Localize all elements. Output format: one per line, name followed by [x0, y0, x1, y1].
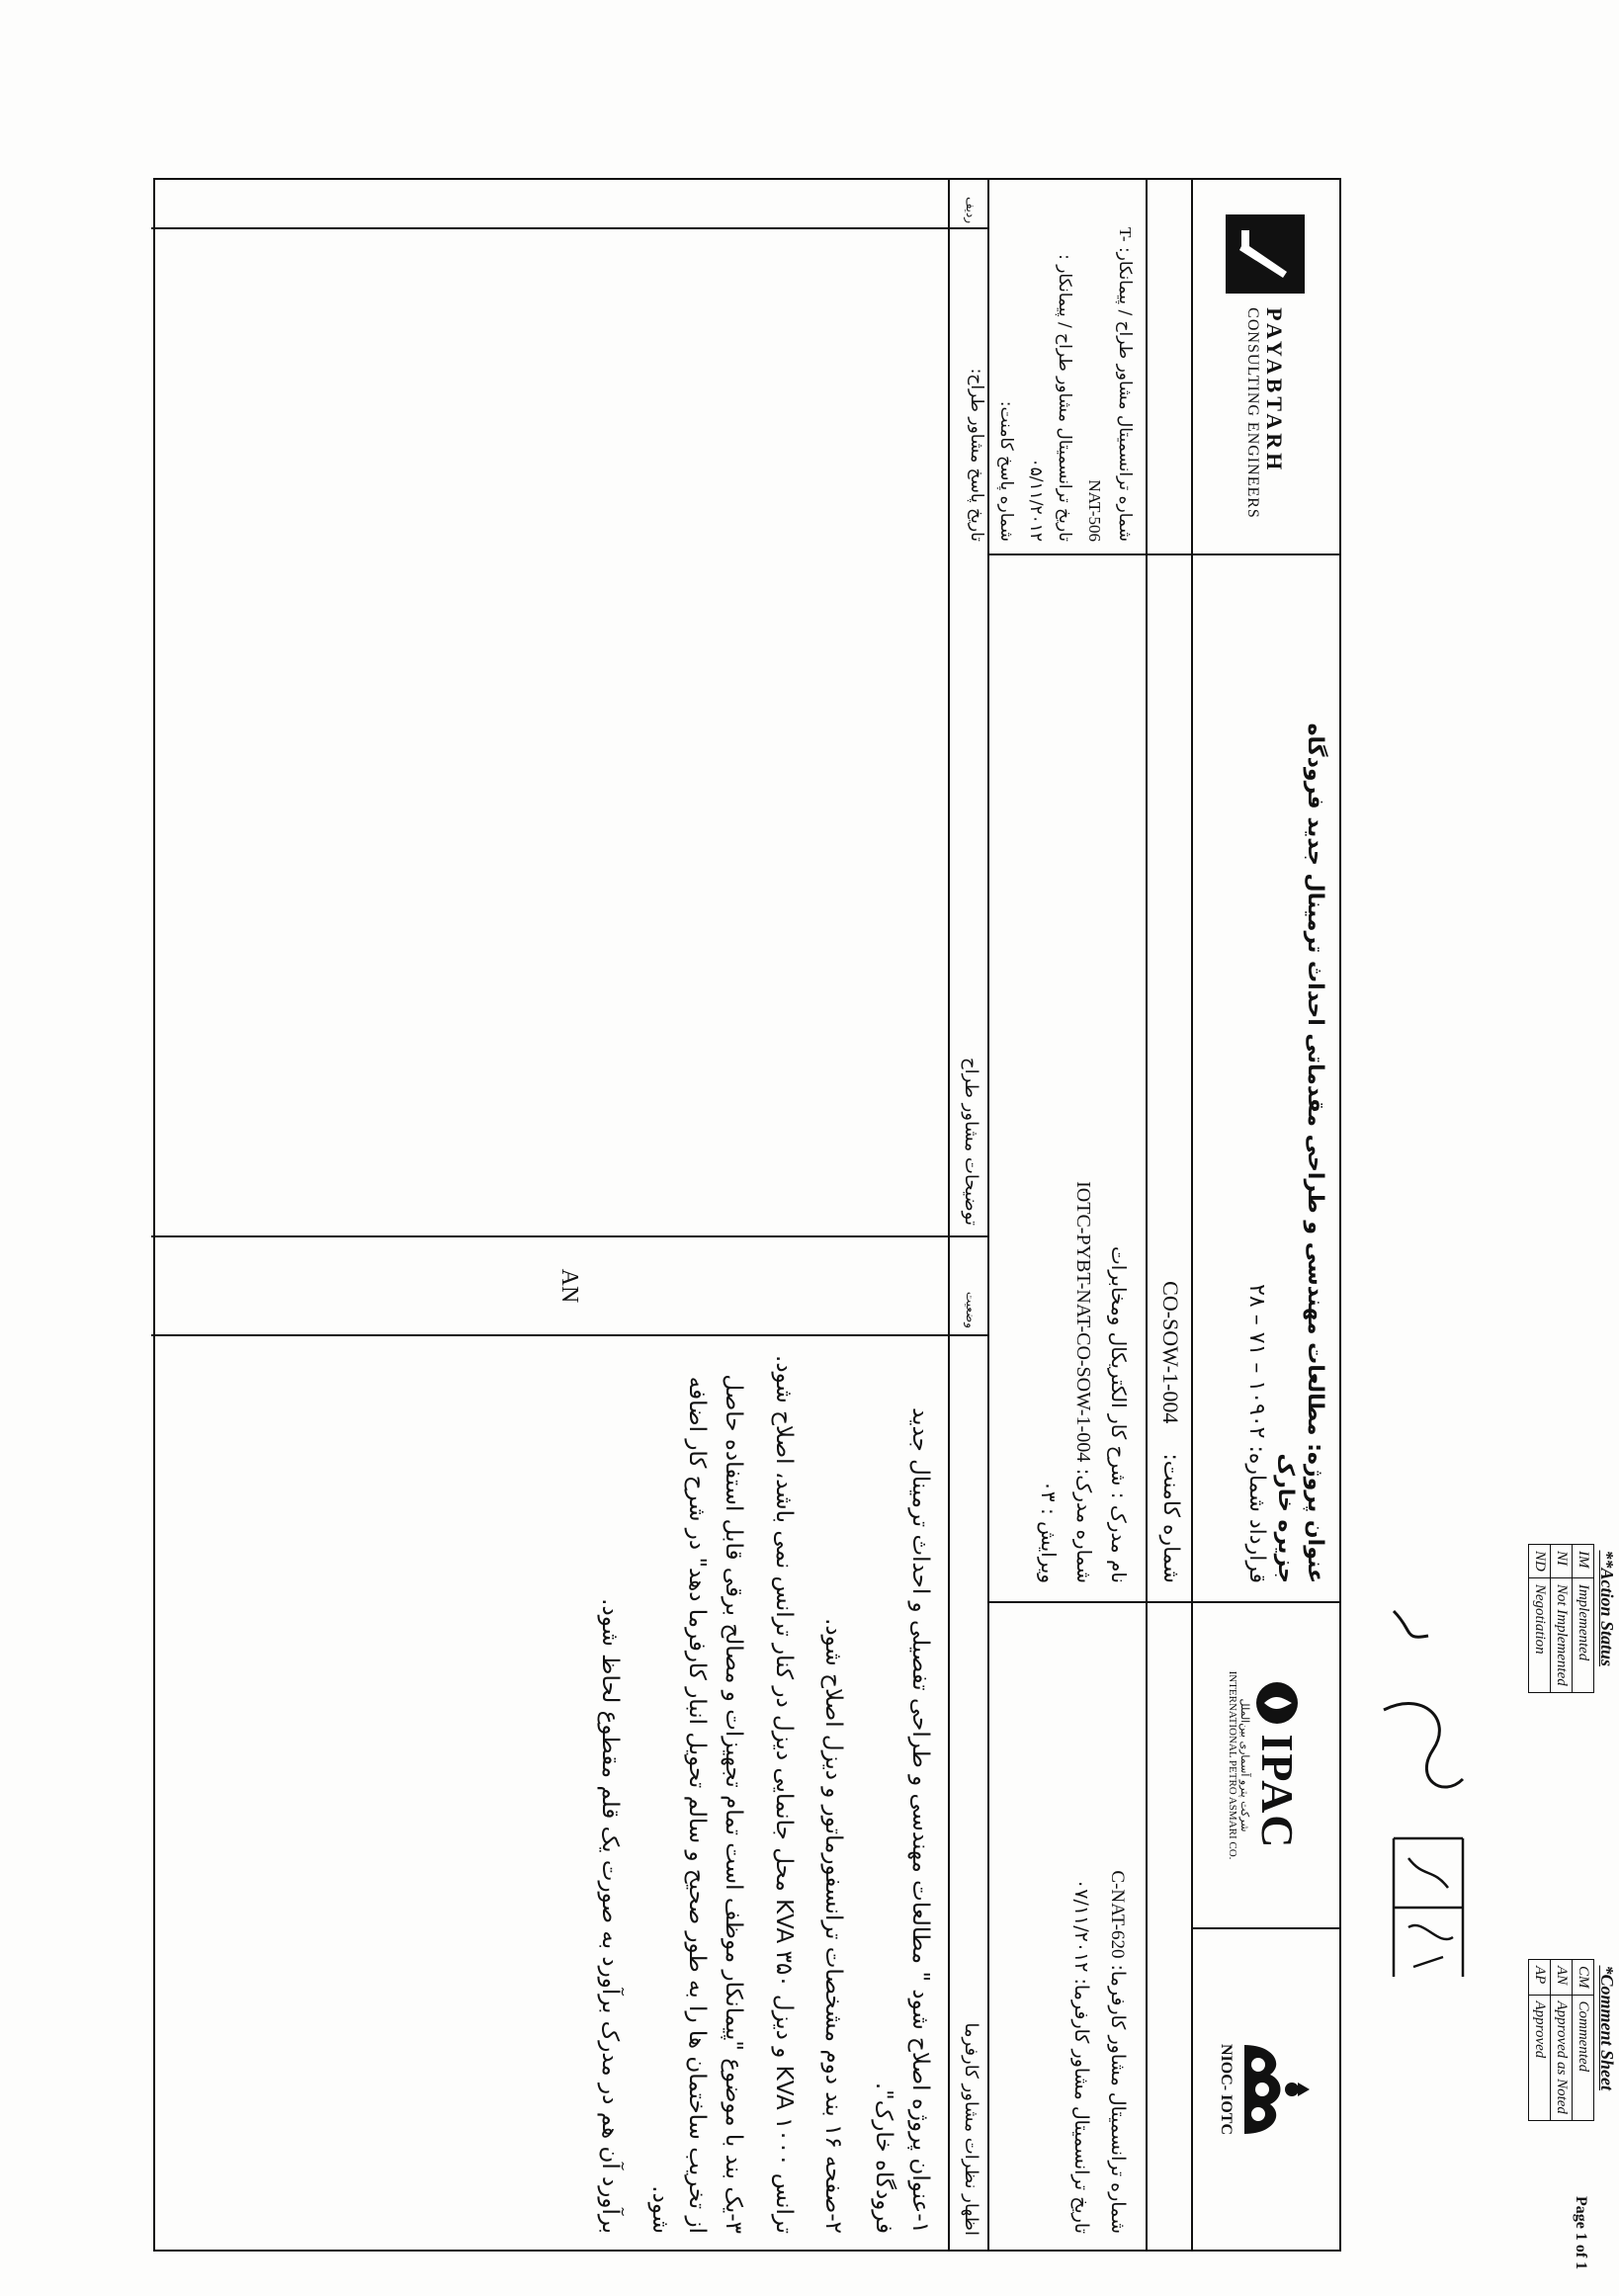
legend-row [1573, 1545, 1594, 1693]
legend-row [1551, 1545, 1573, 1693]
doc-name: شرح کار الکتریکال ومخابرات [1107, 1245, 1131, 1487]
client-date-label: تاریخ ترانسمیتال مشاور کارفرما: [1069, 1978, 1092, 2234]
doc-number-label: شماره مدرک: [1072, 1468, 1096, 1583]
legend-code: AP [1529, 1960, 1551, 1996]
legend-label: Approved [1529, 1995, 1551, 2120]
comment-number-label: شماره کامنت: [1158, 1453, 1183, 1583]
legend-row [1529, 1960, 1551, 2121]
legend-code: IM [1573, 1545, 1594, 1578]
comment-line: ترانس ۱۰۰۰ KVA و دیزل KVA ۳۵۰ محل جانمایی دیزل در کنار ترانس نمی باشد، اصلاح شود. [770, 1355, 797, 2234]
project-title-block [1191, 555, 1339, 1603]
ipac-name: IPAC [1252, 1734, 1303, 1850]
legend-code: AN [1551, 1960, 1573, 1996]
client-remarks-cell [151, 1336, 948, 2250]
reply-date-label: تاریخ پاسخ مشاور طراح: [967, 368, 987, 542]
legend-row [1573, 1960, 1594, 2121]
legend-label: Negotiation [1529, 1577, 1551, 1692]
reply-number-label: شماره پاسخ کامنت: [996, 400, 1016, 542]
col-client-remarks: اظهار نظرات مشاور کارفرما [961, 2022, 981, 2236]
comment-line: برآورد آن هم در مدرک برآورد به صورت یک قلم مقطوع لحاظ شود. [597, 1598, 624, 2234]
action-status-legend [1528, 1544, 1619, 1693]
status-cell [151, 1237, 948, 1336]
nioc-emblem-icon [1235, 2035, 1314, 2144]
legend-label: Implemented [1573, 1577, 1594, 1692]
row-number-cell [151, 180, 948, 229]
designer-transmittal-label: شماره ترانسمیتال مشاور طراح / پیمانکار: [1115, 246, 1135, 542]
designer-date: ۰۵/۱۱/۲۰۱۲ [1025, 458, 1046, 542]
client-transmittal-no: C-NAT-620 [1107, 1870, 1128, 1959]
revision-value: ۰۳ [1037, 1481, 1061, 1502]
doc-name-label: نام مدرک : [1107, 1491, 1131, 1583]
col-designer-remarks: توضیحات مشاور طراح [948, 229, 987, 1237]
project-title: عنوان پروژه: مطالعات مهندسی و طراحی مقدماتی احداث ترمینال جدید فرودگاه [1303, 723, 1327, 1583]
ipac-subtitle-fa: شرکت پترو آسماری بین‌الملل [1238, 1698, 1251, 1832]
table-header-row [948, 180, 987, 2250]
header-row [1191, 180, 1339, 2250]
legend-code: ND [1529, 1545, 1551, 1578]
comment-line: ۱-عنوان پروژه اصلاح شود " مطالعات مهندسی و طراحی تفصیلی و احداث ترمینال جدید فرودگاه خارک". [871, 1407, 933, 2234]
comment-sheet-legend [1528, 1959, 1619, 2121]
designer-remarks-cell [151, 229, 948, 1237]
table-body [151, 180, 948, 2250]
payabtarh-logo [1191, 180, 1339, 555]
comment-number-value: CO-SOW-1-004 [1158, 1281, 1183, 1424]
payabtarh-name: PAYABTARH [1262, 307, 1287, 474]
designer-transmittal-no: T-NAT-506 [1085, 227, 1135, 542]
ipac-subtitle-en: INTERNATIONAL PETRO ASMARI CO. [1227, 1670, 1238, 1860]
status-value: AN [556, 1268, 582, 1304]
document-info-block [987, 555, 1146, 1603]
handwritten-mark [1384, 1601, 1443, 1651]
doc-number: IOTC-PYBT-NAT-CO-SOW-1-004 [1072, 1181, 1094, 1463]
iotc-name: NIOC- IOTC [1218, 2043, 1235, 2135]
page-number: Page 1 of 1 [1573, 2196, 1589, 2270]
iotc-logo [1191, 1929, 1339, 2250]
contract-number: قرارداد شماره: ۱۰۹۰۲ – ۷۱ – ۲۸ [1243, 1284, 1269, 1583]
comment-sheet-form [153, 178, 1341, 2252]
client-date: ۰۷/۱۱/۲۰۱۲ [1069, 1879, 1092, 1973]
client-transmittal-block [987, 1603, 1146, 2250]
comment-number-row [1146, 180, 1191, 2250]
payabtarh-logo-icon [1226, 214, 1305, 294]
project-title-island: جزیره خارک [1273, 1453, 1299, 1583]
client-transmittal-label: شماره ترانسمیتال مشاور کارفرما: [1107, 1964, 1129, 2234]
comment-line: ۳-یک بند با موضوع "پیمانکار موظف است تمام تجهیزات و مصالح برقی قابل استفاده حاصل از تخریب ساختمان ها را به طور صحیح و سالم تحویل انبار کارفرما دهد" در شرح کار اضافه شود. [647, 1374, 746, 2234]
legend-code: CM [1573, 1960, 1594, 1996]
col-row-number: ردیف [948, 180, 987, 229]
col-status: وضعیت [948, 1237, 987, 1336]
legend-row [1551, 1960, 1573, 2121]
legend-label: Approved as Noted [1551, 1995, 1573, 2120]
status-legend [1461, 1544, 1619, 2295]
legend-label: Not Implemented [1551, 1577, 1573, 1692]
action-status-title: **Action Status [1597, 1550, 1617, 1667]
designer-date-label: تاریخ ترانسمیتال مشاور طراح / پیمانکار : [1055, 254, 1075, 542]
revision-label: ویرایش : [1037, 1508, 1061, 1583]
comment-sheet-title: *Comment Sheet [1597, 1965, 1617, 2091]
legend-label: Commented [1573, 1995, 1594, 2120]
comment-line: ۲-صفحه ۱۶ بند دوم مشخصات ترانسفورماتور و دیزل اصلاح شود. [820, 1618, 847, 2234]
ipac-drop-icon [1255, 1680, 1301, 1726]
legend-row [1529, 1545, 1551, 1693]
ipac-logo [1191, 1603, 1339, 1929]
payabtarh-subtitle: CONSULTING ENGINEERS [1244, 307, 1261, 519]
legend-code: NI [1551, 1545, 1573, 1578]
